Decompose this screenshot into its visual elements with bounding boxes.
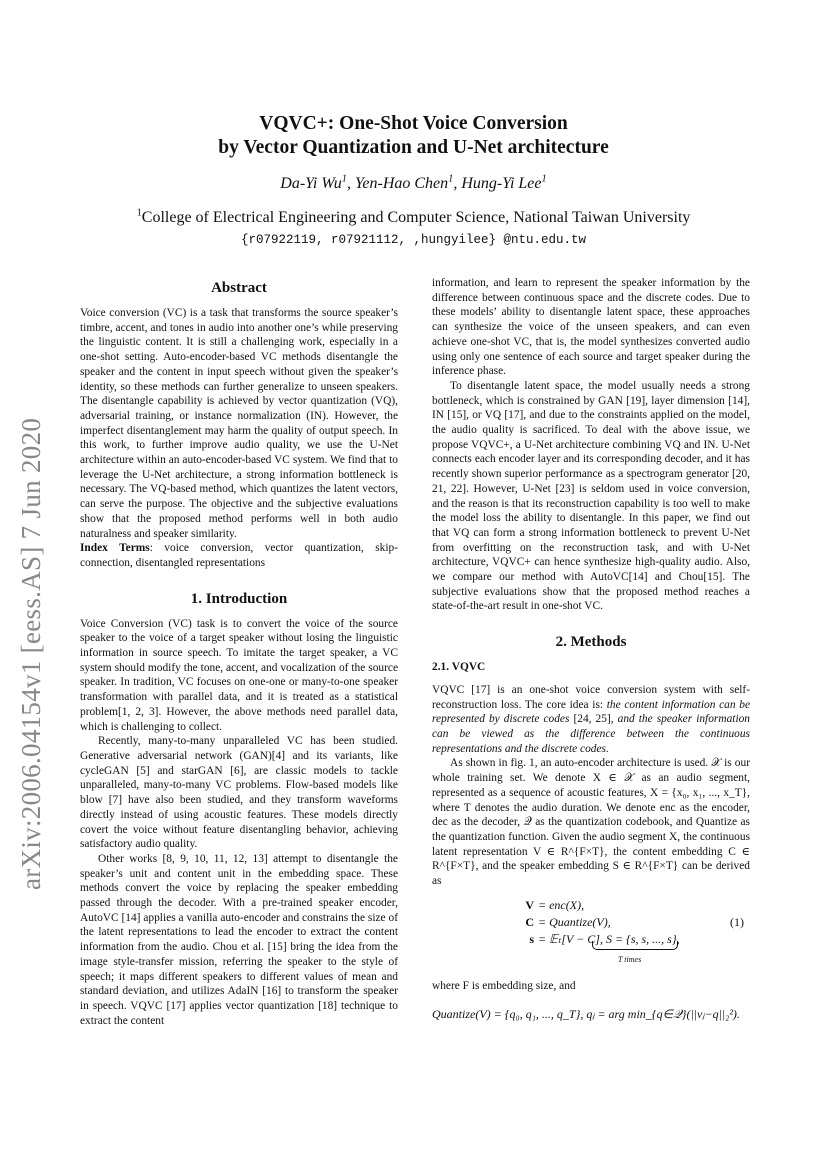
intro-heading: 1. Introduction: [190, 590, 288, 607]
equation-line: [432, 897, 750, 914]
eq-rhs: = 𝔼ₜ[V − C], S = {s, s, ..., s},: [538, 931, 680, 946]
underbrace-label: T times: [618, 954, 642, 964]
abstract-text: Voice conversion (VC) is a task that transforms the source speaker’s timbre, accent, and tones in audio into another one’s while preserving the linguistic content. It is still a challenging work, especially in a one-shot setting. Auto-encoder-based VC methods disentangle the speaker and the content in input speech without given the speaker’s identity, so these methods can further generalize to unseen speakers. The disentangle capability is achieved by vector quantization (VQ), adversarial training, or instance normalization (IN). However, the imperfect disentanglement may harm the quality of output speech. In this work, to further improve audio quality, we use the U-Net architecture within an auto-encoder-based VC system. We find that to leverage the U-Net architecture, a strong information bottleneck is necessary. The VQ-based method, which quantizes the latent vectors, can serve the purpose. The objective and the subjective evaluations show that the proposed method performs well in both audio naturalness and speaker similarity.: [80, 307, 398, 540]
underbrace: [592, 941, 678, 950]
author-name: Da-Yi Wu: [280, 175, 342, 192]
methods-heading: 2. Methods: [555, 634, 627, 651]
methods-p1-cites: [24, 25],: [569, 713, 618, 726]
intro-paragraph-1: Voice Conversion (VC) task is to convert the voice of the source speaker to the voice of a target speaker without losing the linguistic information in source speech. To imitate the target speaker, a VC system should modify the tone, accent, and vocalization of the source speaker. In tradition, VC focuses on one-one or many-to-one speaker transformation with parallel data, and it is treated as a statistical problem[1, 2, 3]. However, the above methods need parallel data, which is challenging to collect.: [80, 617, 398, 733]
methods-paragraph-1: [432, 683, 750, 757]
eq-lhs: V: [525, 897, 534, 912]
methods-paragraph-2: [432, 756, 750, 888]
abstract-heading: Abstract: [211, 280, 267, 296]
intro-paragraph-4: information, and learn to represent the speaker information by the difference between continuous space and the discrete codes. Due to these models’ ability to disentangle latent space, these approaches can synthesize the voice of the unseen speakers, and can even achieve one-shot VC, that is, the model synthesizes converted audio using only one sentence of each source and target speaker during the inference phase.: [432, 277, 750, 378]
equation-line: [432, 914, 750, 931]
author-sup: 1: [341, 173, 347, 185]
vqvc-subheading: 2.1. VQVC: [432, 661, 486, 674]
title-line-2: by Vector Quantization and U-Net architecture: [218, 137, 609, 158]
title-line-1: VQVC+: One-Shot Voice Conversion: [259, 113, 568, 134]
equation-1: [432, 897, 750, 975]
author-sup: 1: [448, 173, 454, 185]
author-name: Hung-Yi Lee: [461, 175, 542, 192]
affiliation-sup: 1: [136, 207, 142, 219]
author-list: Da-Yi Wu$^1$, Yen-Hao Chen$^1$, Hung-Yi Lee$^1$: [280, 173, 547, 192]
equation-line: [432, 931, 750, 948]
author-sup: 1: [541, 173, 547, 185]
eq-rhs: = Quantize(V),: [538, 914, 611, 929]
left-column: [80, 272, 398, 1028]
methods-p1-italic-2: and the speaker information can be viewed as the difference between the continuous representations and the discrete codes.: [432, 713, 750, 755]
affiliation-text: College of Electrical Engineering and Computer Science, National Taiwan University: [141, 209, 691, 226]
methods-p2-first: As shown in fig. 1, an auto-encoder architecture is used.: [450, 757, 709, 770]
methods-p1-italic: the content information can be represented by discrete codes: [432, 698, 750, 726]
equation-2: Quantize(V) = {q₀, q₁, ..., q_T}, qⱼ = arg min_{q∈𝒬}(||vⱼ−q||₂²).: [432, 1007, 740, 1022]
right-column: [432, 276, 750, 1023]
index-terms-label: Index Terms: [80, 542, 150, 555]
after-equation-text: where F is embedding size, and: [432, 979, 576, 992]
methods-p1-text: VQVC [17] is an one-shot voice conversion system with self-reconstruction loss. The core idea is:: [432, 683, 750, 711]
author-email[interactable]: {r07922119, r07921112, ,hungyilee} @ntu.edu.tw: [240, 233, 587, 247]
arxiv-side-label: arXiv:2006.04154v1 [eess.AS] 7 Jun 2020: [16, 417, 46, 890]
intro-paragraph-2: Recently, many-to-many unparalleled VC has been studied. Generative adversarial network (GAN)[4] and its variants, like cycleGAN [5] and starGAN [6], are classic models to tackle unparalleled, many-to-many VC problems. Flow-based models like blow [7] have also been studied, and they transform waveforms directly instead of using acoustic features. These models directly covert the voice without feature disentangling behavior, achieving satisfactory audio quality.: [80, 735, 398, 851]
methods-p2-rest: 𝒳 is our whole training set. We denote X ∈ 𝒳 as an audio segment, represented as a sequence of acoustic features, X = {x₀, x₁, ..., x_T}, where T denotes the audio duration. We denote enc as the encoder, dec as the decoder, 𝒬 as the quantization codebook, and Quantize as the quantization function. Given the audio segment X, the continuous latent representation V ∈ R^{F×T}, the content embedding C ∈ R^{F×T}, and the speaker embedding S ∈ R^{F×T} can be derived as: [432, 757, 750, 888]
eq-lhs: s: [529, 931, 534, 946]
affiliation: [0, 208, 827, 228]
index-terms-text: : voice conversion, vector quantization, skip-connection, disentangled representations: [80, 542, 398, 569]
intro-paragraph-3: Other works [8, 9, 10, 11, 12, 13] attempt to disentangle the speaker’s unit and content unit in the embedding space. These methods convert the voice by replacing the speaker embedding passed through the decoder. With a pre-trained speaker encoder, AutoVC [14] applies a vanilla auto-encoder and constrains the size of the latent representations to lead the encoder to extract the content information from the audio. Chou et al. [15] bring the idea from the image style-transfer mission, referring the speaker to the style of speech; it maps different speakers to different values of mean and standard deviation, and utilizes AdaIN [16] to transform the speaker in speech. VQVC [17] applies vector quantization [18] technique to extract the content: [80, 852, 398, 1027]
paper-title: [0, 112, 827, 160]
eq-lhs: C: [525, 914, 534, 929]
index-terms: [80, 541, 398, 570]
equation-number: (1): [730, 914, 744, 929]
eq-rhs: = enc(X),: [538, 897, 585, 912]
intro-paragraph-5: To disentangle latent space, the model usually needs a strong bottleneck, which is constrained by GAN [19], layer dimension [14], IN [15], or VQ [17], and due to the constraints applied on the model, the audio quality is sacrificed. To deal with the above issue, we propose VQVC+, a U-Net architecture combining VQ and IN. U-Net connects each encoder layer and its corresponding decoder, and it has recently shown superior performance as a spectrogram generator [20, 21, 22]. However, U-Net [23] is seldom used in voice conversion, and the reason is that its reconstruction capability is too well to make the model loss the ability to disentangle. In this paper, we find out that VQ can form a strong information bottleneck to prevent U-Net from overfitting on the reconstruction task, and with U-Net architecture, VQVC+ can hence synthesize high-quality audio. Also, we compare our method with AutoVC[14] and Chou[15]. The subjective evaluations show that the proposed method reaches a state-of-the-art result in one-shot VC.: [432, 379, 750, 613]
author-name: Yen-Hao Chen: [354, 175, 449, 192]
